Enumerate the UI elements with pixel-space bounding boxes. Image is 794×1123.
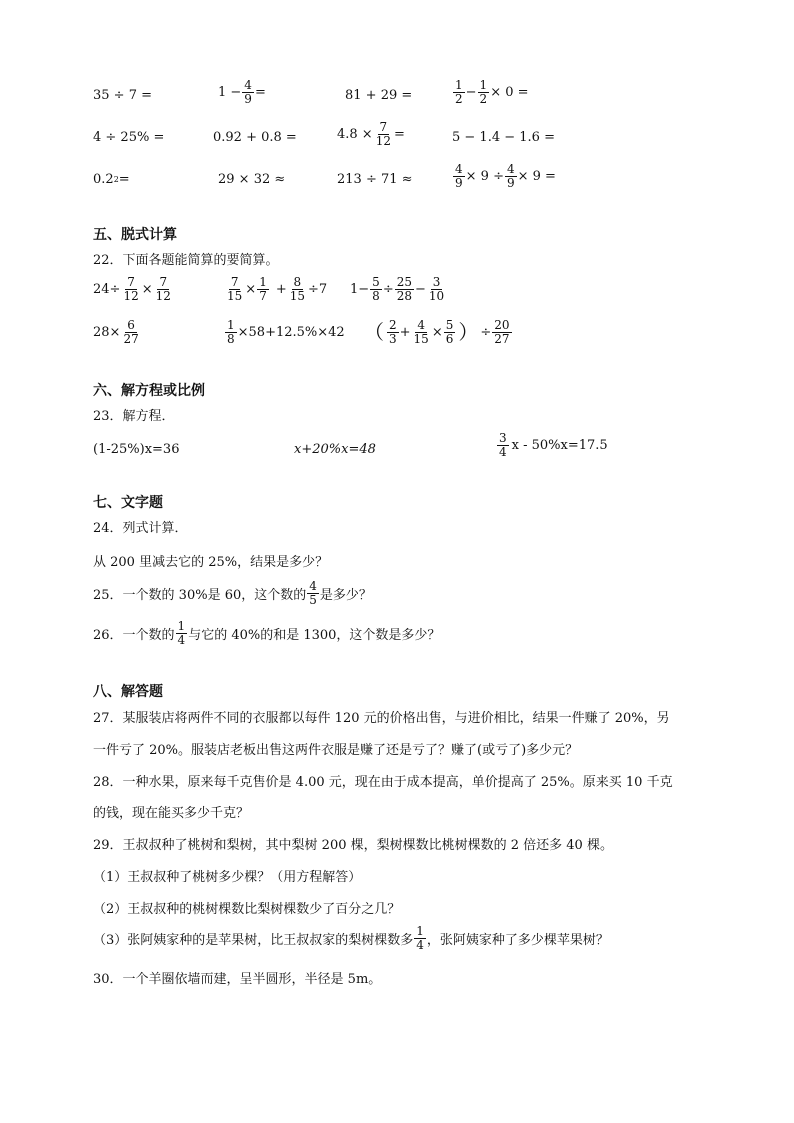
oral-r3c3: 213 ÷ 71 ≈: [337, 172, 413, 187]
oral-r3c4: $\frac{4}{9}$ × 9 ÷ $\frac{4}{9}$ × 9 =: [455, 162, 556, 190]
oral-r2c4: 5 − 1.4 − 1.6 =: [452, 130, 555, 145]
oral-r1c1: 35 ÷ 7 =: [93, 88, 152, 103]
question-27-line2: 一件亏了 20%。服装店老板出售这两件衣服是赚了还是亏了？赚了(或亏了)多少元？: [93, 743, 579, 758]
section-title-8: 八、解答题: [93, 684, 163, 700]
section-title-7: 七、文字题: [93, 495, 163, 511]
equation-1: (1-25%)x=36: [93, 442, 180, 457]
oral-r1c3: 81 + 29 =: [345, 88, 413, 103]
question-22: 22．下面各题能简算的要简算。: [93, 253, 279, 268]
equation-3: $\frac{3}{4}$ x - 50%x=17.5: [499, 431, 608, 459]
oral-r2c1: 4 ÷ 25% =: [93, 130, 165, 145]
equation-2: x+20%x=48: [294, 442, 376, 457]
question-24: 24．列式计算．: [93, 521, 188, 536]
question-29-1: （1）王叔叔种了桃树多少棵？（用方程解答）: [93, 870, 362, 885]
expr-22-1: 24÷ $\frac{7}{12}$ × $\frac{7}{12}$: [93, 275, 171, 303]
question-28-line1: 28．一种水果，原来每千克售价是 4.00 元，现在由于成本提高，单价提高了 25%。原来买 10 千克: [93, 775, 673, 790]
oral-r1c4: $\frac{1}{2}$ − $\frac{1}{2}$ × 0 =: [455, 78, 529, 106]
expr-22-4: 28× $\frac{6}{27}$: [93, 318, 139, 346]
question-29: 29．王叔叔种了桃树和梨树，其中梨树 200 棵，梨树棵数比桃树棵数的 2 倍还多 40 棵。: [93, 838, 613, 853]
section-title-5: 五、脱式计算: [93, 227, 177, 243]
fraction: $\frac{4}{9}$: [244, 78, 252, 106]
question-26: 26．一个数的 $\frac{1}{4}$ 与它的 40%的和是 1300，这个数是多少？: [93, 619, 441, 647]
oral-r2c3: 4.8 × $\frac{7}{12}$ =: [337, 120, 405, 148]
expr-22-2: $\frac{7}{15}$ × $\frac{1}{7}$ + $\frac{8}{15}$ ÷7: [227, 275, 328, 303]
oral-r1c2: 1 − $\frac{4}{9}$ =: [218, 78, 266, 106]
oral-r3c1: 0.2 2 =: [93, 172, 130, 187]
question-30: 30．一个羊圈依墙而建，呈半圆形，半径是 5m。: [93, 972, 382, 987]
question-23: 23．解方程．: [93, 409, 175, 424]
question-29-2: （2）王叔叔种的桃树棵数比梨树棵数少了百分之几？: [93, 902, 401, 917]
question-27-line1: 27．某服装店将两件不同的衣服都以每件 120 元的价格出售，与进价相比，结果一件赚了 20%，另: [93, 711, 670, 726]
oral-r3c2: 29 × 32 ≈: [218, 172, 286, 187]
question-28-line2: 的钱，现在能买多少千克？: [93, 806, 250, 821]
question-29-3: （3）张阿姨家种的是苹果树，比王叔叔家的梨树棵数多 $\frac{1}{4}$ ，张阿姨家种了多少棵苹果树？: [93, 924, 609, 952]
question-24-text: 从 200 里减去它的 25%，结果是多少？: [93, 555, 329, 570]
oral-r2c2: 0.92 + 0.8 =: [213, 130, 297, 145]
expr-22-3: 1− $\frac{5}{8}$ ÷ $\frac{25}{28}$ − $\frac{3}{10}$: [350, 275, 445, 303]
expr-22-6: （ $\frac{2}{3}$ + $\frac{4}{15}$ × $\frac{5}{6}$ ） ÷ $\frac{20}{27}$: [364, 318, 510, 346]
section-title-6: 六、解方程或比例: [93, 383, 205, 399]
question-25: 25．一个数的 30%是 60，这个数的 $\frac{4}{5}$ 是多少？: [93, 579, 372, 607]
expr-22-5: $\frac{1}{8}$ ×58+12.5%×42: [227, 318, 345, 346]
